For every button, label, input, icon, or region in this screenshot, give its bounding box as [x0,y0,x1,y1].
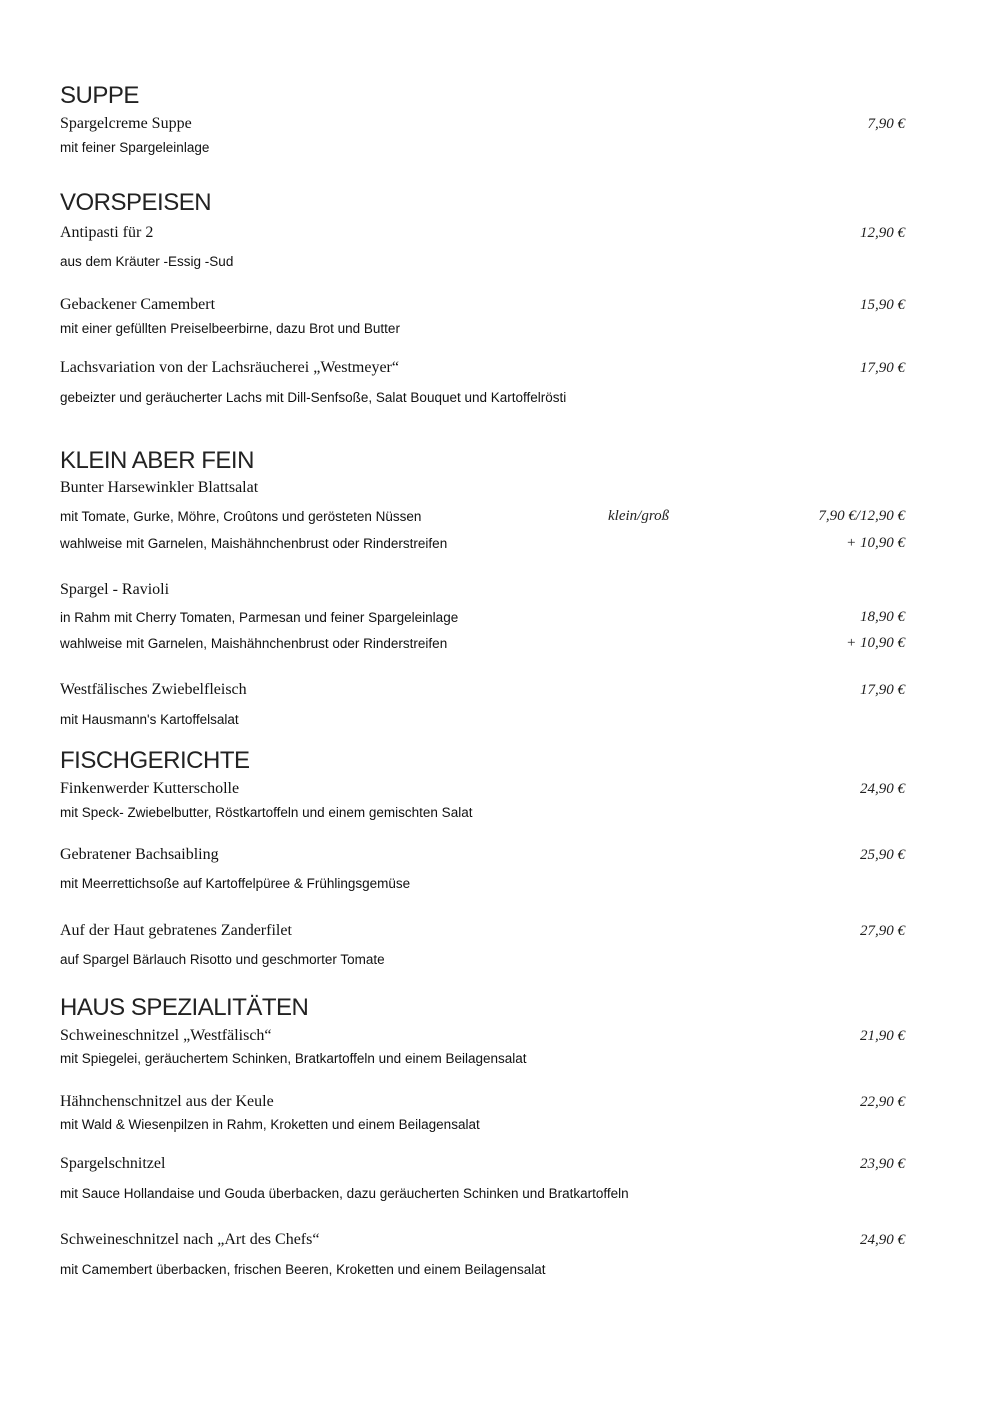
menu-item-description: mit Meerrettichsoße auf Kartoffelpüree & Frühlingsgemüse [60,876,411,891]
section-heading-fischgerichte: FISCHGERICHTE [60,747,250,774]
menu-item-title: Gebratener Bachsaibling [60,846,219,863]
menu-item-price: 15,90 € [860,297,905,313]
menu-item-price: 21,90 € [860,1028,905,1044]
menu-item-extra-description: wahlweise mit Garnelen, Maishähnchenbrust oder Rinderstreifen [60,536,448,551]
menu-item-description: mit Speck- Zwiebelbutter, Röstkartoffeln und einem gemischten Salat [60,805,473,820]
menu-item-title: Schweineschnitzel „Westfälisch“ [60,1027,272,1044]
menu-item-extra-price: + 10,90 € [846,535,905,551]
menu-item-price: 7,90 €/12,90 € [818,508,905,524]
menu-item-title: Finkenwerder Kutterscholle [60,780,240,797]
menu-item-price: 24,90 € [860,1232,905,1248]
menu-item-title: Gebackener Camembert [60,296,216,313]
menu-item-description: mit feiner Spargeleinlage [60,140,210,155]
size-option-label: klein/groß [608,508,670,524]
menu-item-price: 23,90 € [860,1156,905,1172]
menu-item-title: Antipasti für 2 [60,224,154,241]
menu-item-price: 18,90 € [860,609,905,625]
menu-item-description: mit Spiegelei, geräuchertem Schinken, Bratkartoffeln und einem Beilagensalat [60,1051,527,1066]
menu-item-title: Spargel - Ravioli [60,581,170,598]
menu-item-title: Hähnchenschnitzel aus der Keule [60,1093,274,1110]
menu-item-price: 22,90 € [860,1094,905,1110]
menu-item-description: in Rahm mit Cherry Tomaten, Parmesan und feiner Spargeleinlage [60,610,459,625]
menu-item-price: 17,90 € [860,360,905,376]
menu-item-title: Westfälisches Zwiebelfleisch [60,681,247,698]
menu-item-description: auf Spargel Bärlauch Risotto und geschmorter Tomate [60,952,385,967]
menu-item-price: 24,90 € [860,781,905,797]
menu-item-description: mit Hausmann's Kartoffelsalat [60,712,239,727]
section-heading-vorspeisen: VORSPEISEN [60,189,212,216]
menu-item-extra-description: wahlweise mit Garnelen, Maishähnchenbrust oder Rinderstreifen [60,636,448,651]
menu-item-title: Bunter Harsewinkler Blattsalat [60,479,259,496]
menu-item-description: mit Wald & Wiesenpilzen in Rahm, Kroketten und einem Beilagensalat [60,1117,480,1132]
menu-item-price: 25,90 € [860,847,905,863]
menu-item-description: mit Camembert überbacken, frischen Beeren, Kroketten und einem Beilagensalat [60,1262,546,1277]
section-heading-haus-spezialitaeten: HAUS SPEZIALITÄTEN [60,994,309,1021]
menu-item-title: Lachsvariation von der Lachsräucherei „Westmeyer“ [60,359,399,376]
menu-item-title: Spargelschnitzel [60,1155,166,1172]
menu-item-title: Schweineschnitzel nach „Art des Chefs“ [60,1231,320,1248]
menu-item-price: 12,90 € [860,225,905,241]
menu-item-description: aus dem Kräuter -Essig -Sud [60,254,234,269]
menu-item-description: mit Sauce Hollandaise und Gouda überbacken, dazu geräucherten Schinken und Bratkartoffeln [60,1186,629,1201]
menu-item-description: mit Tomate, Gurke, Möhre, Croûtons und gerösteten Nüssen [60,509,422,524]
menu-item-description: mit einer gefüllten Preiselbeerbirne, dazu Brot und Butter [60,321,400,336]
menu-item-price: 7,90 € [867,116,905,132]
menu-item-price: 27,90 € [860,923,905,939]
menu-item-title: Spargelcreme Suppe [60,115,192,132]
menu-item-extra-price: + 10,90 € [846,635,905,651]
section-heading-suppe: SUPPE [60,82,139,109]
menu-item-price: 17,90 € [860,682,905,698]
menu-item-description: gebeizter und geräucherter Lachs mit Dill-Senfsoße, Salat Bouquet und Kartoffelrösti [60,390,567,405]
section-heading-klein-aber-fein: KLEIN ABER FEIN [60,447,254,474]
menu-item-title: Auf der Haut gebratenes Zanderfilet [60,922,292,939]
